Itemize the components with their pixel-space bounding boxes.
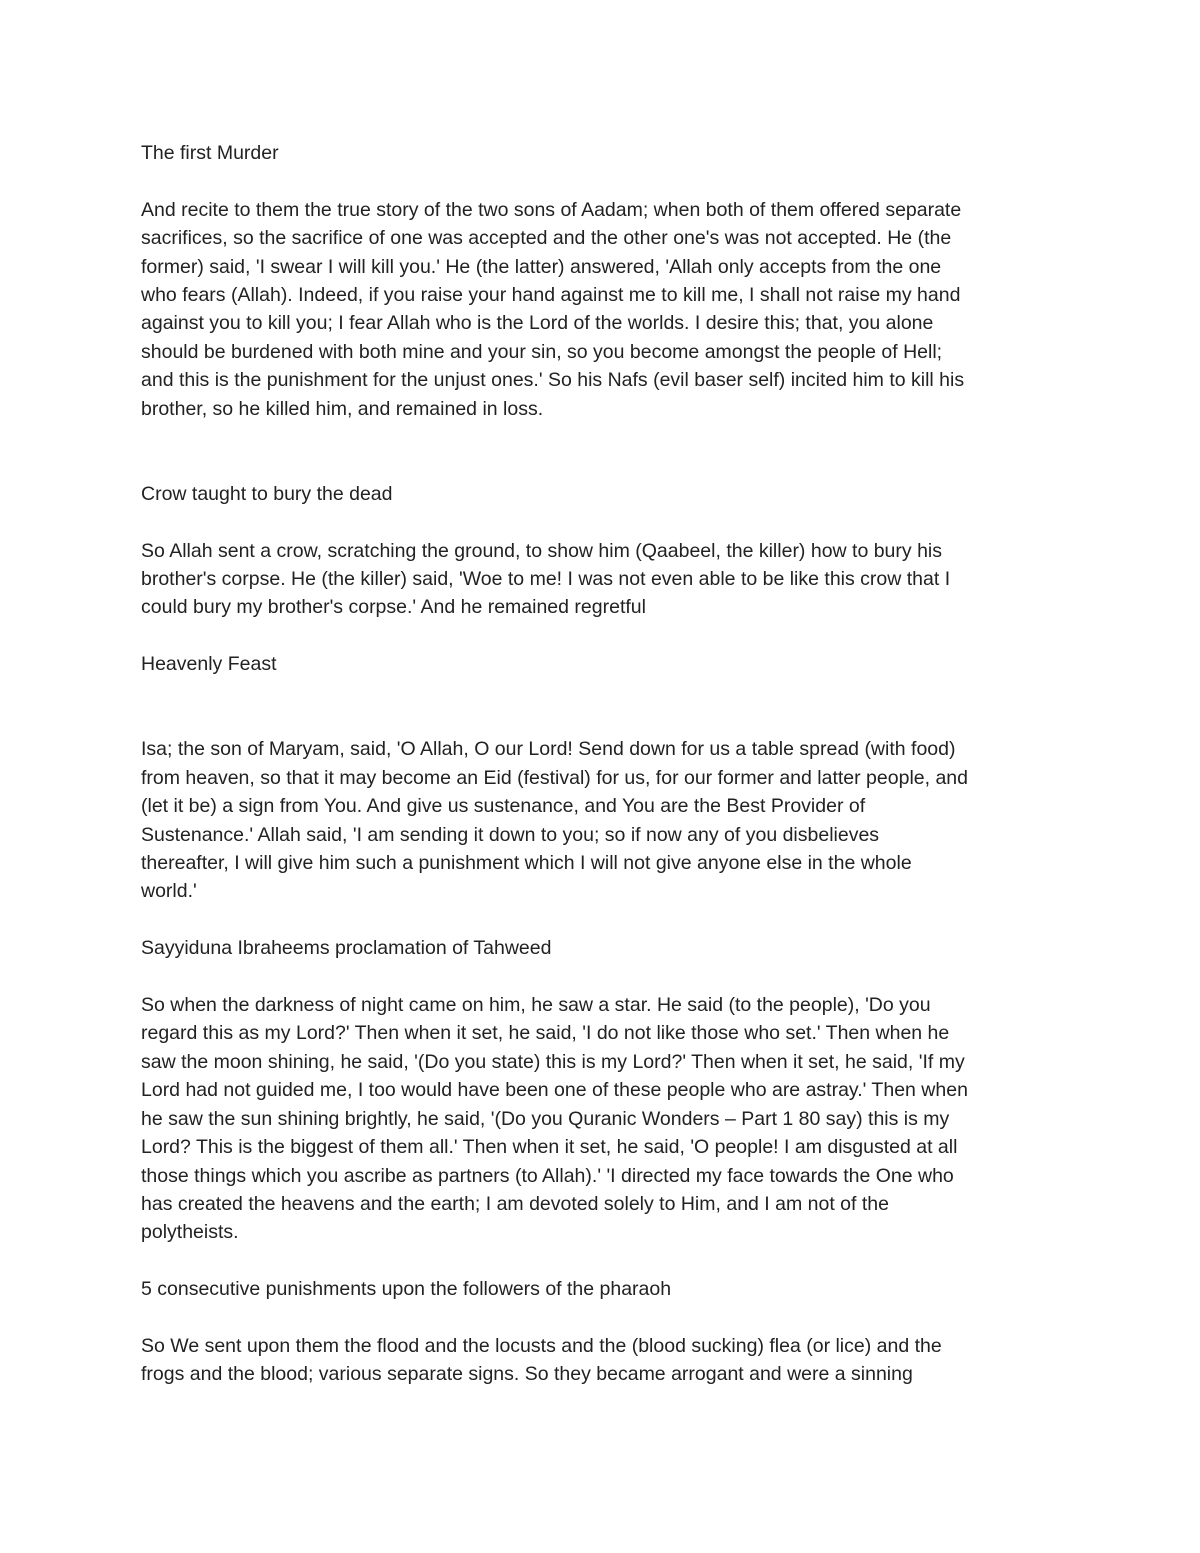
spacer (141, 622, 1066, 650)
section-paragraph (141, 196, 1066, 423)
section-heading: Sayyiduna Ibraheems proclamation of Tahweed (141, 937, 552, 960)
text-line: saw the moon shining, he said, '(Do you state) this is my Lord?' Then when it set, he said, 'If my (141, 1050, 965, 1073)
text-line: regard this as my Lord?' Then when it set, he said, 'I do not like those who set.' Then when he (141, 1022, 950, 1045)
text-line: polytheists. (141, 1221, 239, 1244)
text-line: against you to kill you; I fear Allah who is the Lord of the worlds. I desire this; that, you alone (141, 312, 934, 335)
text-line: those things which you ascribe as partners (to Allah).' 'I directed my face towards the One who (141, 1164, 954, 1187)
text-line: from heaven, so that it may become an Eid (festival) for us, for our former and latter people, and (141, 766, 968, 789)
text-line: has created the heavens and the earth; I am devoted solely to Him, and I am not of the (141, 1192, 889, 1215)
spacer (141, 906, 1066, 934)
text-line: So Allah sent a crow, scratching the ground, to show him (Qaabeel, the killer) how to bury his (141, 539, 942, 562)
section-heading: Crow taught to bury the dead (141, 482, 393, 505)
text-line: should be burdened with both mine and your sin, so you become amongst the people of Hell; (141, 340, 943, 363)
text-line: former) said, 'I swear I will kill you.' He (the latter) answered, 'Allah only accepts from the one (141, 255, 942, 278)
section-paragraph (141, 1332, 1066, 1389)
section-heading: The first Murder (141, 142, 279, 164)
spacer (141, 1247, 1066, 1275)
document-page (141, 139, 1066, 1389)
text-line: Isa; the son of Maryam, said, 'O Allah, O our Lord! Send down for us a table spread (with food) (141, 738, 956, 761)
text-line: sacrifices, so the sacrifice of one was accepted and the other one's was not accepted. He (the (141, 227, 952, 250)
section-heading: Heavenly Feast (141, 653, 277, 676)
text-line: who fears (Allah). Indeed, if you raise your hand against me to kill me, I shall not raise my hand (141, 284, 961, 307)
spacer (141, 679, 1066, 736)
text-line: brother's corpse. He (the killer) said, 'Woe to me! I was not even able to be like this crow that I (141, 568, 951, 591)
spacer (141, 1304, 1066, 1332)
text-line: Lord had not guided me, I too would have been one of these people who are astray.' Then when (141, 1079, 968, 1102)
section-paragraph (141, 991, 1066, 1247)
text-line: could bury my brother's corpse.' And he remained regretful (141, 596, 646, 619)
text-line: and this is the punishment for the unjust ones.' So his Nafs (evil baser self) incited him to kill his (141, 369, 965, 392)
text-line: And recite to them the true story of the two sons of Aadam; when both of them offered separate (141, 198, 962, 221)
section-paragraph (141, 537, 1066, 622)
text-line: Lord? This is the biggest of them all.' Then when it set, he said, 'O people! I am disgusted at all (141, 1136, 958, 1159)
section-heading: 5 consecutive punishments upon the followers of the pharaoh (141, 1278, 672, 1301)
text-line: So when the darkness of night came on him, he saw a star. He said (to the people), 'Do you (141, 994, 931, 1017)
text-line: thereafter, I will give him such a punishment which I will not give anyone else in the whole (141, 852, 912, 875)
section-paragraph (141, 735, 1066, 905)
spacer (141, 167, 1066, 195)
text-line: Sustenance.' Allah said, 'I am sending it down to you; so if now any of you disbelieves (141, 823, 880, 846)
text-line: world.' (141, 880, 197, 903)
text-line: (let it be) a sign from You. And give us sustenance, and You are the Best Provider of (141, 795, 866, 818)
text-line: So We sent upon them the flood and the locusts and the (blood sucking) flea (or lice) and the (141, 1334, 942, 1357)
text-line: he saw the sun shining brightly, he said, '(Do you Quranic Wonders – Part 1 80 say) this is my (141, 1107, 950, 1130)
spacer (141, 508, 1066, 536)
spacer (141, 963, 1066, 991)
spacer (141, 423, 1066, 480)
text-line: frogs and the blood; various separate signs. So they became arrogant and were a sinning (141, 1363, 913, 1386)
text-line: brother, so he killed him, and remained in loss. (141, 397, 544, 420)
